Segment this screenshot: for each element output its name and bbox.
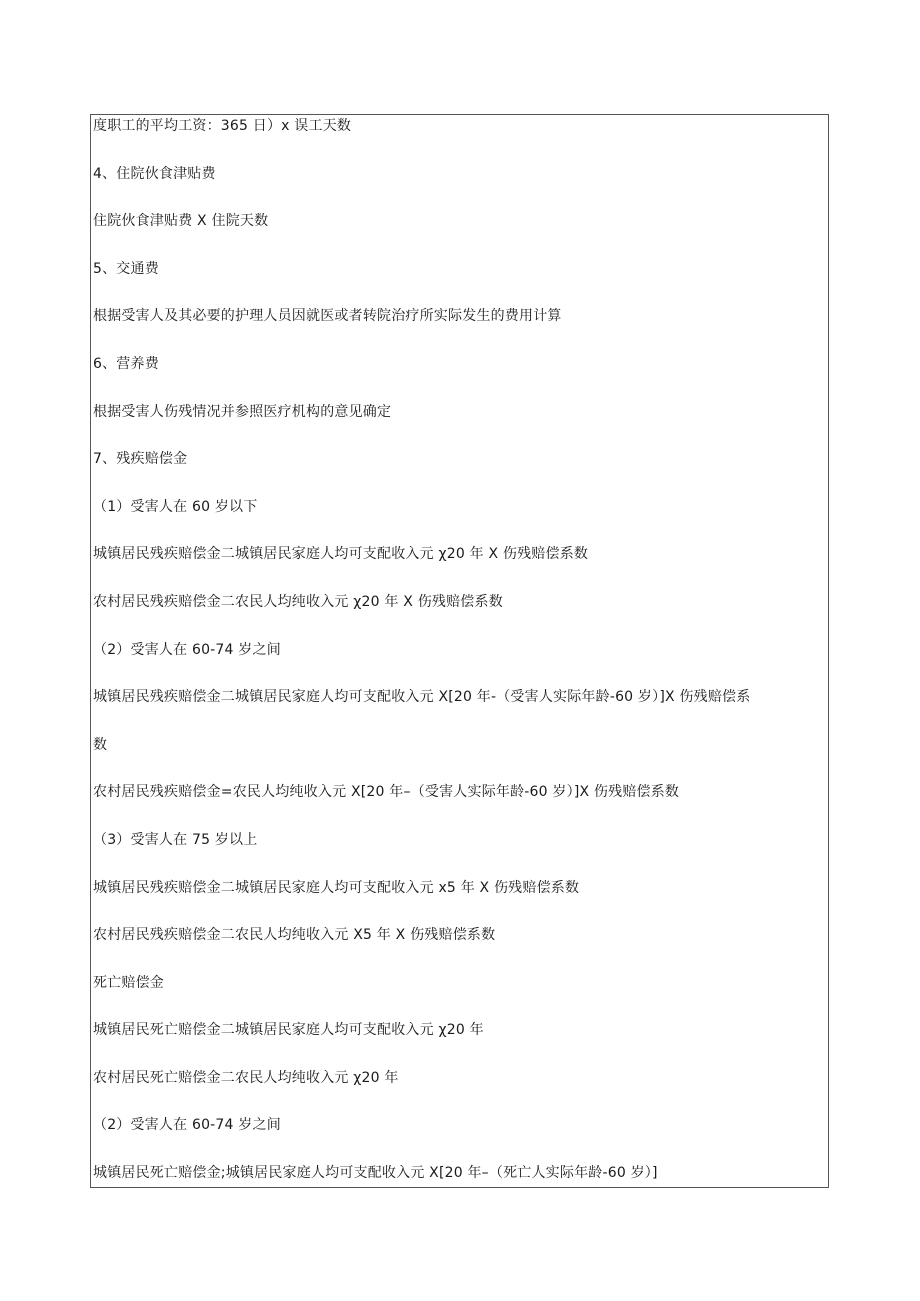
- text-line: 住院伙食津贴费 X 住院天数: [93, 213, 269, 230]
- formula-line: 城镇居民残疾赔偿金二城镇居民家庭人均可支配收入元 χ20 年 X 伤残赔偿系数: [93, 546, 589, 563]
- text-line: 根据受害人伤残情况并参照医疗机构的意见确定: [93, 403, 392, 420]
- formula-line: 城镇居民死亡赔偿金二城镇居民家庭人均可支配收入元 χ20 年: [93, 1022, 484, 1039]
- formula-line: 城镇居民残疾赔偿金二城镇居民家庭人均可支配收入元 x5 年 X 伤残赔偿系数: [93, 879, 580, 896]
- document-body: [93, 116, 823, 1211]
- subsection-heading: （1）受害人在 60 岁以下: [93, 498, 258, 515]
- formula-line-continued: 数: [93, 736, 108, 753]
- formula-line: 城镇居民死亡赔偿金;城镇居民家庭人均可支配收入元 X[20 年–（死亡人实际年龄-60 岁）]: [93, 1165, 658, 1182]
- formula-line: 农村居民残疾赔偿金=农民人均纯收入元 X[20 年–（受害人实际年龄-60 岁）]X 伤残赔偿系数: [93, 784, 680, 801]
- text-line: 根据受害人及其必要的护理人员因就医或者转院治疗所实际发生的费用计算: [93, 308, 562, 325]
- section-heading: 6、营养费: [93, 355, 159, 372]
- formula-line: 农村居民残疾赔偿金二农民人均纯收入元 χ20 年 X 伤残赔偿系数: [93, 593, 503, 610]
- section-heading: 死亡赔偿金: [93, 974, 164, 991]
- section-heading: 4、住院伙食津贴费: [93, 165, 216, 182]
- subsection-heading: （3）受害人在 75 岁以上: [93, 831, 258, 848]
- formula-line: 农村居民残疾赔偿金二农民人均纯收入元 X5 年 X 伤残赔偿系数: [93, 927, 496, 944]
- section-heading: 5、交通费: [93, 260, 159, 277]
- section-heading: 7、残疾赔偿金: [93, 451, 188, 468]
- subsection-heading: （2）受害人在 60-74 岁之间: [93, 1117, 281, 1134]
- subsection-heading: （2）受害人在 60-74 岁之间: [93, 641, 281, 658]
- formula-line: 城镇居民残疾赔偿金二城镇居民家庭人均可支配收入元 X[20 年-（受害人实际年龄-60 岁）]X 伤残赔偿系: [93, 689, 751, 706]
- text-line: 度职工的平均工资：365 日）x 误工天数: [93, 118, 352, 134]
- formula-line: 农村居民死亡赔偿金二农民人均纯收入元 χ20 年: [93, 1069, 399, 1086]
